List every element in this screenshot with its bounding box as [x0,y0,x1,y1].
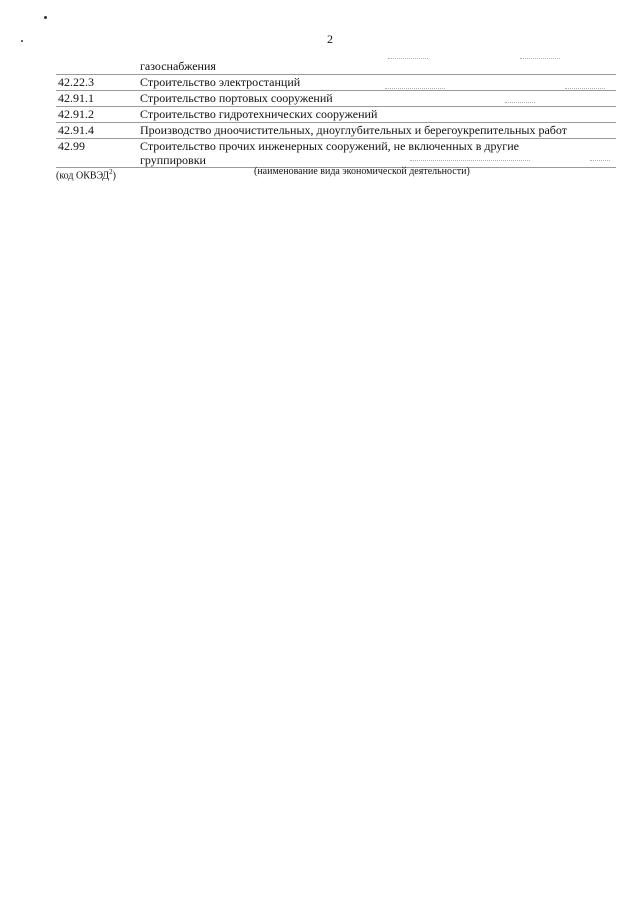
activity-name: Строительство электростанций [140,75,301,89]
activity-row [56,123,616,139]
okved-code: 42.91.2 [58,107,94,121]
activity-name: Производство дноочистительных, дноуглубительных и берегоукрепительных работ [140,123,567,137]
scan-speck [44,16,47,19]
activity-name: газоснабжения [140,59,216,73]
column-captions [56,166,616,182]
page-number: 2 [327,32,333,46]
activity-row [56,75,616,91]
activity-row [56,107,616,123]
okved-code: 42.91.4 [58,123,94,137]
activity-name: Строительство гидротехнических сооружений [140,107,378,121]
activity-row [56,59,616,75]
okved-code: 42.99 [58,139,85,153]
activity-list [56,59,616,168]
activity-name-caption: (наименование вида экономической деятельности) [254,166,470,177]
activity-row [56,91,616,107]
okved-code: 42.91.1 [58,91,94,105]
activity-name: Строительство прочих инженерных сооружений, не включенных в другие группировки [140,139,519,167]
okved-code: 42.22.3 [58,75,94,89]
okved-code-caption: (код ОКВЭД$^2$) [56,168,116,182]
activity-row [56,139,616,168]
activity-name: Строительство портовых сооружений [140,91,333,105]
